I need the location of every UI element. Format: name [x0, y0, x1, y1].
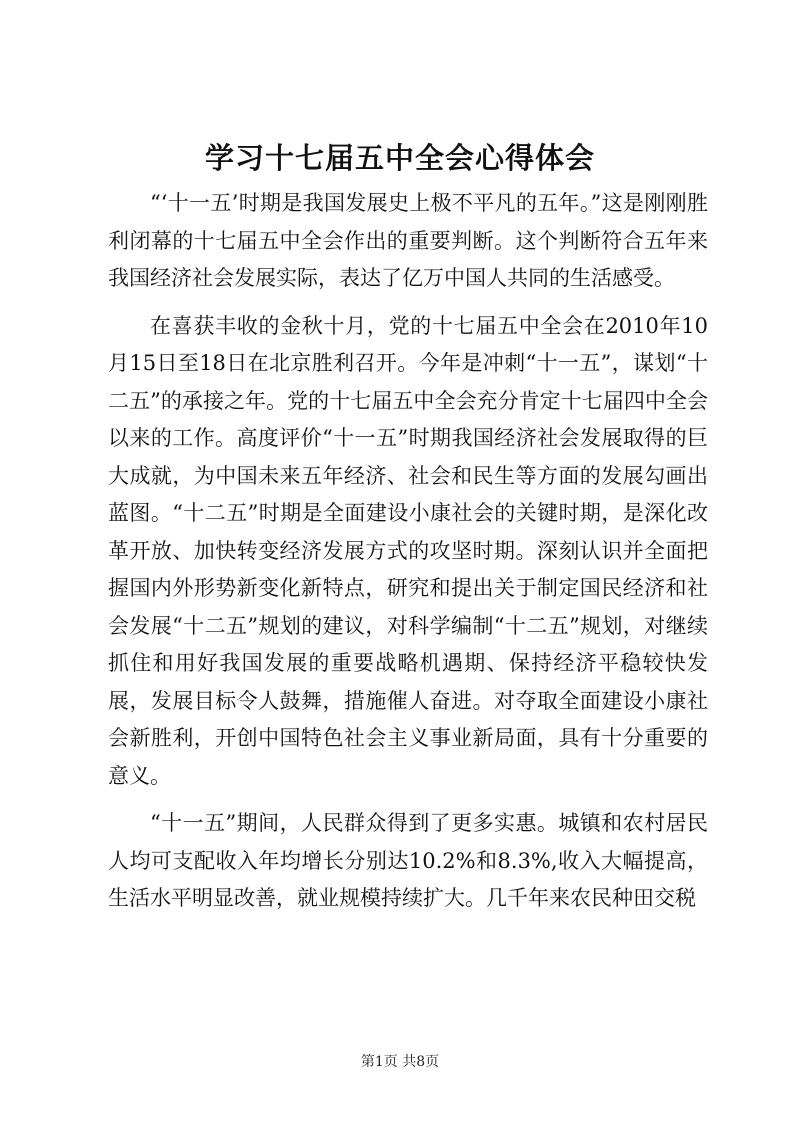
paragraph-2: 在喜获丰收的金秋十月，党的十七届五中全会在2010年10月15日至18日在北京胜利召开。今年是冲刺“十一五”，谋划“十二五”的承接之年。党的十七届五中全会充分肯定十七届四中全会以来的工作。高度评价“十一五”时期我国经济社会发展取得的巨大成就，为中国未来五年经济、社会和民生等方面的发展勾画出蓝图。“十二五”时期是全面建设小康社会的关键时期，是深化改革开放、加快转变经济发展方式的攻坚时期。深刻认识并全面把握国内外形势新变化新特点，研究和提出关于制定国民经济和社会发展“十二五”规划的建议，对科学编制“十二五”规划，对继续抓住和用好我国发展的重要战略机遇期、保持经济平稳较快发展，发展目标令人鼓舞，措施催人奋进。对夺取全面建设小康社会新胜利，开创中国特色社会主义事业新局面，具有十分重要的意义。 — [108, 313, 708, 788]
document-body — [108, 185, 708, 918]
paragraph-1: “‘十一五’时期是我国发展史上极不平凡的五年。”这是刚刚胜利闭幕的十七届五中全会作出的重要判断。这个判断符合五年来我国经济社会发展实际，表达了亿万中国人共同的生活感受。 — [108, 191, 708, 290]
paragraph-3: “十一五”期间，人民群众得到了更多实惠。城镇和农村居民人均可支配收入年均增长分别达10.2%和8.3%,收入大幅提高，生活水平明显改善，就业规模持续扩大。几千年来农民种田交税 — [108, 811, 708, 910]
page-footer: 第1页 共8页 — [360, 1054, 440, 1070]
page-title: 学习十七届五中全会心得体会 — [204, 141, 595, 175]
